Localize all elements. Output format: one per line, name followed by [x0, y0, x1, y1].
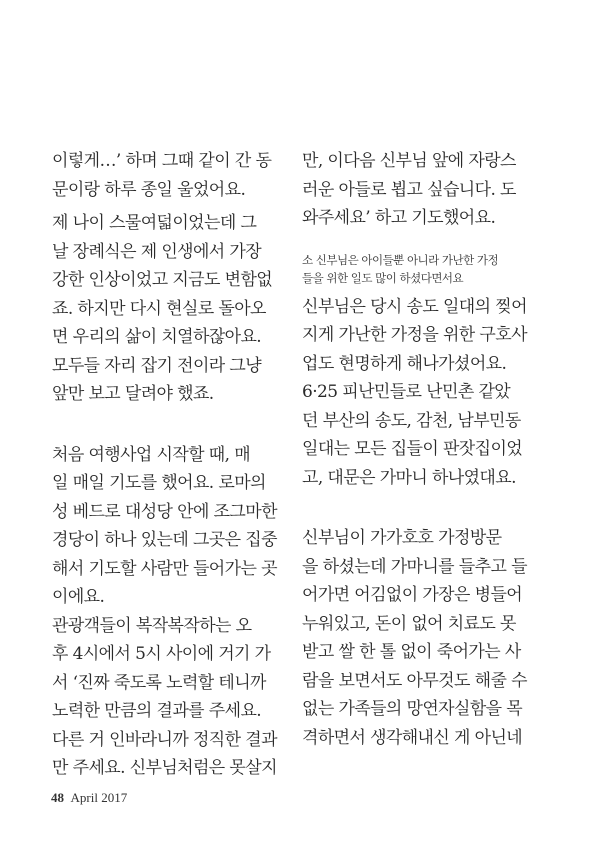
body-text-line: 날 장례식은 제 인생에서 가장	[52, 241, 262, 262]
body-text-line: 죠. 하지만 다시 현실로 돌아오	[52, 298, 266, 319]
body-text-line: 업도 현명하게 해나가셨어요.	[302, 353, 507, 374]
body-text-line: 어가면 어김없이 가장은 병들어	[302, 585, 523, 605]
left-text-column	[52, 147, 288, 783]
body-text-line: 제 나이 스물여덟이었는데 그	[52, 213, 257, 233]
body-text-line: 누워있고, 돈이 없어 치료도 못	[302, 613, 516, 634]
question-line: 소 신부님은 아이들뿐 아니라 가난한 가정	[302, 252, 499, 267]
body-text-line: 해서 기도할 사람만 들어가는 곳	[52, 558, 277, 579]
right-text-column	[302, 147, 538, 752]
body-text-line: 신부님이 가가호호 가정방문	[302, 528, 502, 548]
body-text-line: 만, 이다음 신부님 앞에 자랑스	[302, 151, 516, 171]
body-text-line: 관광객들이 복작복작하는 오	[52, 615, 252, 636]
body-text-line: 이렇게…’ 하며 그때 같이 간 동	[52, 151, 272, 171]
body-text-line: 이에요.	[52, 587, 105, 607]
interview-question	[302, 251, 538, 287]
body-text-line: 성 베드로 대성당 안에 조그마한	[52, 501, 277, 522]
issue-date: April 2017	[70, 790, 128, 805]
body-text-line: 일 매일 기도를 했어요. 로마의	[52, 473, 266, 493]
body-text-line: 러운 아들로 뵙고 싶습니다. 도	[302, 179, 516, 200]
body-text-line: 지게 가난한 가정을 위한 구호사	[302, 325, 527, 345]
body-text-line: 없는 가족들의 망연자실함을 목	[302, 699, 523, 719]
body-text-line: 와주세요’ 하고 기도했어요.	[302, 208, 496, 228]
paragraph-gap	[52, 409, 288, 441]
body-text-line: 문이랑 하루 종일 울었어요.	[52, 179, 246, 200]
body-text-line: 고, 대문은 가마니 하나였대요.	[302, 467, 516, 488]
body-text-line: 던 부산의 송도, 감천, 남부민동	[302, 410, 521, 431]
body-text-line: 모두들 자리 잡기 전이라 그냥	[52, 355, 262, 376]
body-text-line: 서 ‘진짜 죽도록 노력할 테니까	[52, 672, 266, 693]
body-text-line: 만 주세요. 신부님처럼은 못살지	[52, 758, 277, 778]
body-text-line: 면 우리의 삶이 치열하잖아요.	[52, 327, 262, 347]
body-text-line: 격하면서 생각해내신 게 아닌네	[302, 727, 523, 748]
body-text-line: 경당이 하나 있는데 그곳은 집중	[52, 530, 277, 550]
body-text-line: 6·25 피난민들로 난민촌 같았	[302, 382, 511, 402]
body-text-line: 받고 쌀 한 톨 없이 죽어가는 사	[302, 642, 521, 662]
body-text-line: 강한 인상이었고 지금도 변함없	[52, 270, 273, 290]
body-text-line: 앞만 보고 달려야 했죠.	[52, 384, 214, 404]
question-line: 들을 위한 일도 많이 하셨다면서요	[302, 270, 464, 285]
body-text-line: 다른 거 인바라니까 정직한 결과	[52, 729, 277, 750]
body-text-line: 을 하셨는데 가마니를 들추고 들	[302, 556, 527, 577]
body-text-line: 처음 여행사업 시작할 때, 매	[52, 444, 251, 465]
body-text-line: 노력한 만큼의 결과를 주세요.	[52, 701, 262, 721]
page-number: 48	[51, 790, 64, 805]
body-text-line: 신부님은 당시 송도 일대의 찢어	[302, 296, 527, 317]
body-text-line: 람을 보면서도 아무것도 해줄 수	[302, 670, 527, 691]
page-footer	[51, 790, 127, 806]
paragraph-gap	[302, 492, 538, 524]
body-text-line: 일대는 모든 집들이 판잣집이었	[302, 439, 523, 459]
body-text-line: 후 4시에서 5시 사이에 거기 가	[52, 644, 271, 664]
